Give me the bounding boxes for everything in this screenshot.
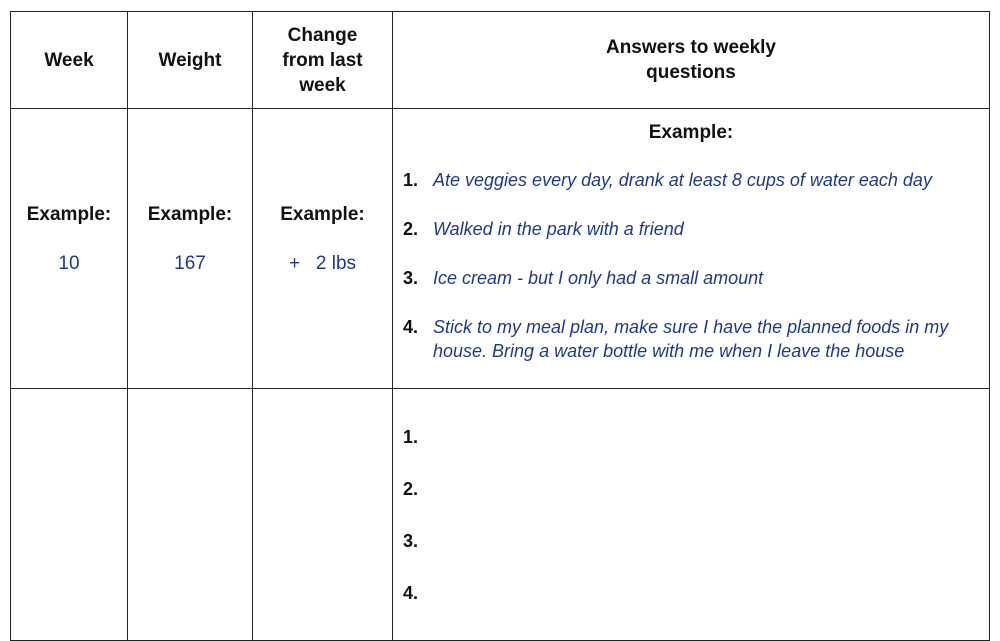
answer-number: 3. (403, 268, 419, 288)
blank-answer-number: 1. (403, 427, 419, 447)
week-header: Week (11, 12, 128, 109)
change-header (253, 12, 393, 109)
blank-weight-cell[interactable] (128, 389, 253, 641)
example-weight-label: Example: (147, 204, 233, 225)
example-change-label: Example: (280, 204, 365, 225)
example-answers-title: Example: (648, 122, 734, 143)
blank-answers-cell[interactable] (393, 389, 990, 641)
example-change-value: + 2 lbs (288, 253, 357, 274)
weight-header: Weight (128, 12, 253, 109)
list-item (403, 217, 981, 241)
blank-answer-number: 4. (403, 583, 419, 603)
list-item (403, 266, 981, 290)
example-week-value: 10 (58, 253, 80, 274)
example-weight-cell (128, 109, 253, 389)
answer-text: Walked in the park with a friend (433, 219, 684, 239)
blank-change-cell[interactable] (253, 389, 393, 641)
blank-week-cell[interactable] (11, 389, 128, 641)
example-answers-list (393, 168, 989, 363)
example-week-label: Example: (26, 204, 112, 225)
answer-text: Ice cream - but I only had a small amount (433, 268, 764, 288)
answer-number: 4. (403, 317, 419, 337)
change-header-text: Change from last week (282, 24, 363, 96)
header-row (11, 12, 990, 109)
answer-text: Ate veggies every day, drank at least 8 cups of water each day (433, 170, 932, 190)
answer-text: Stick to my meal plan, make sure I have the planned foods in my house. Bring a water bottle with me when I leave the house (433, 317, 949, 361)
blank-answer-number: 2. (403, 479, 419, 499)
answers-header (393, 12, 990, 109)
weekly-log-table (10, 11, 990, 641)
answer-number: 2. (403, 219, 419, 239)
list-item (403, 315, 981, 363)
example-weight-value: 167 (174, 253, 206, 274)
example-change-cell (253, 109, 393, 389)
blank-answer-number: 3. (403, 531, 419, 551)
example-week-cell (11, 109, 128, 389)
example-row (11, 109, 990, 389)
answer-number: 1. (403, 170, 419, 190)
blank-row (11, 389, 990, 641)
answers-header-text: Answers to weekly questions (605, 37, 777, 83)
list-item (403, 168, 981, 192)
example-answers-cell (393, 109, 990, 389)
blank-answers-list (393, 425, 989, 633)
